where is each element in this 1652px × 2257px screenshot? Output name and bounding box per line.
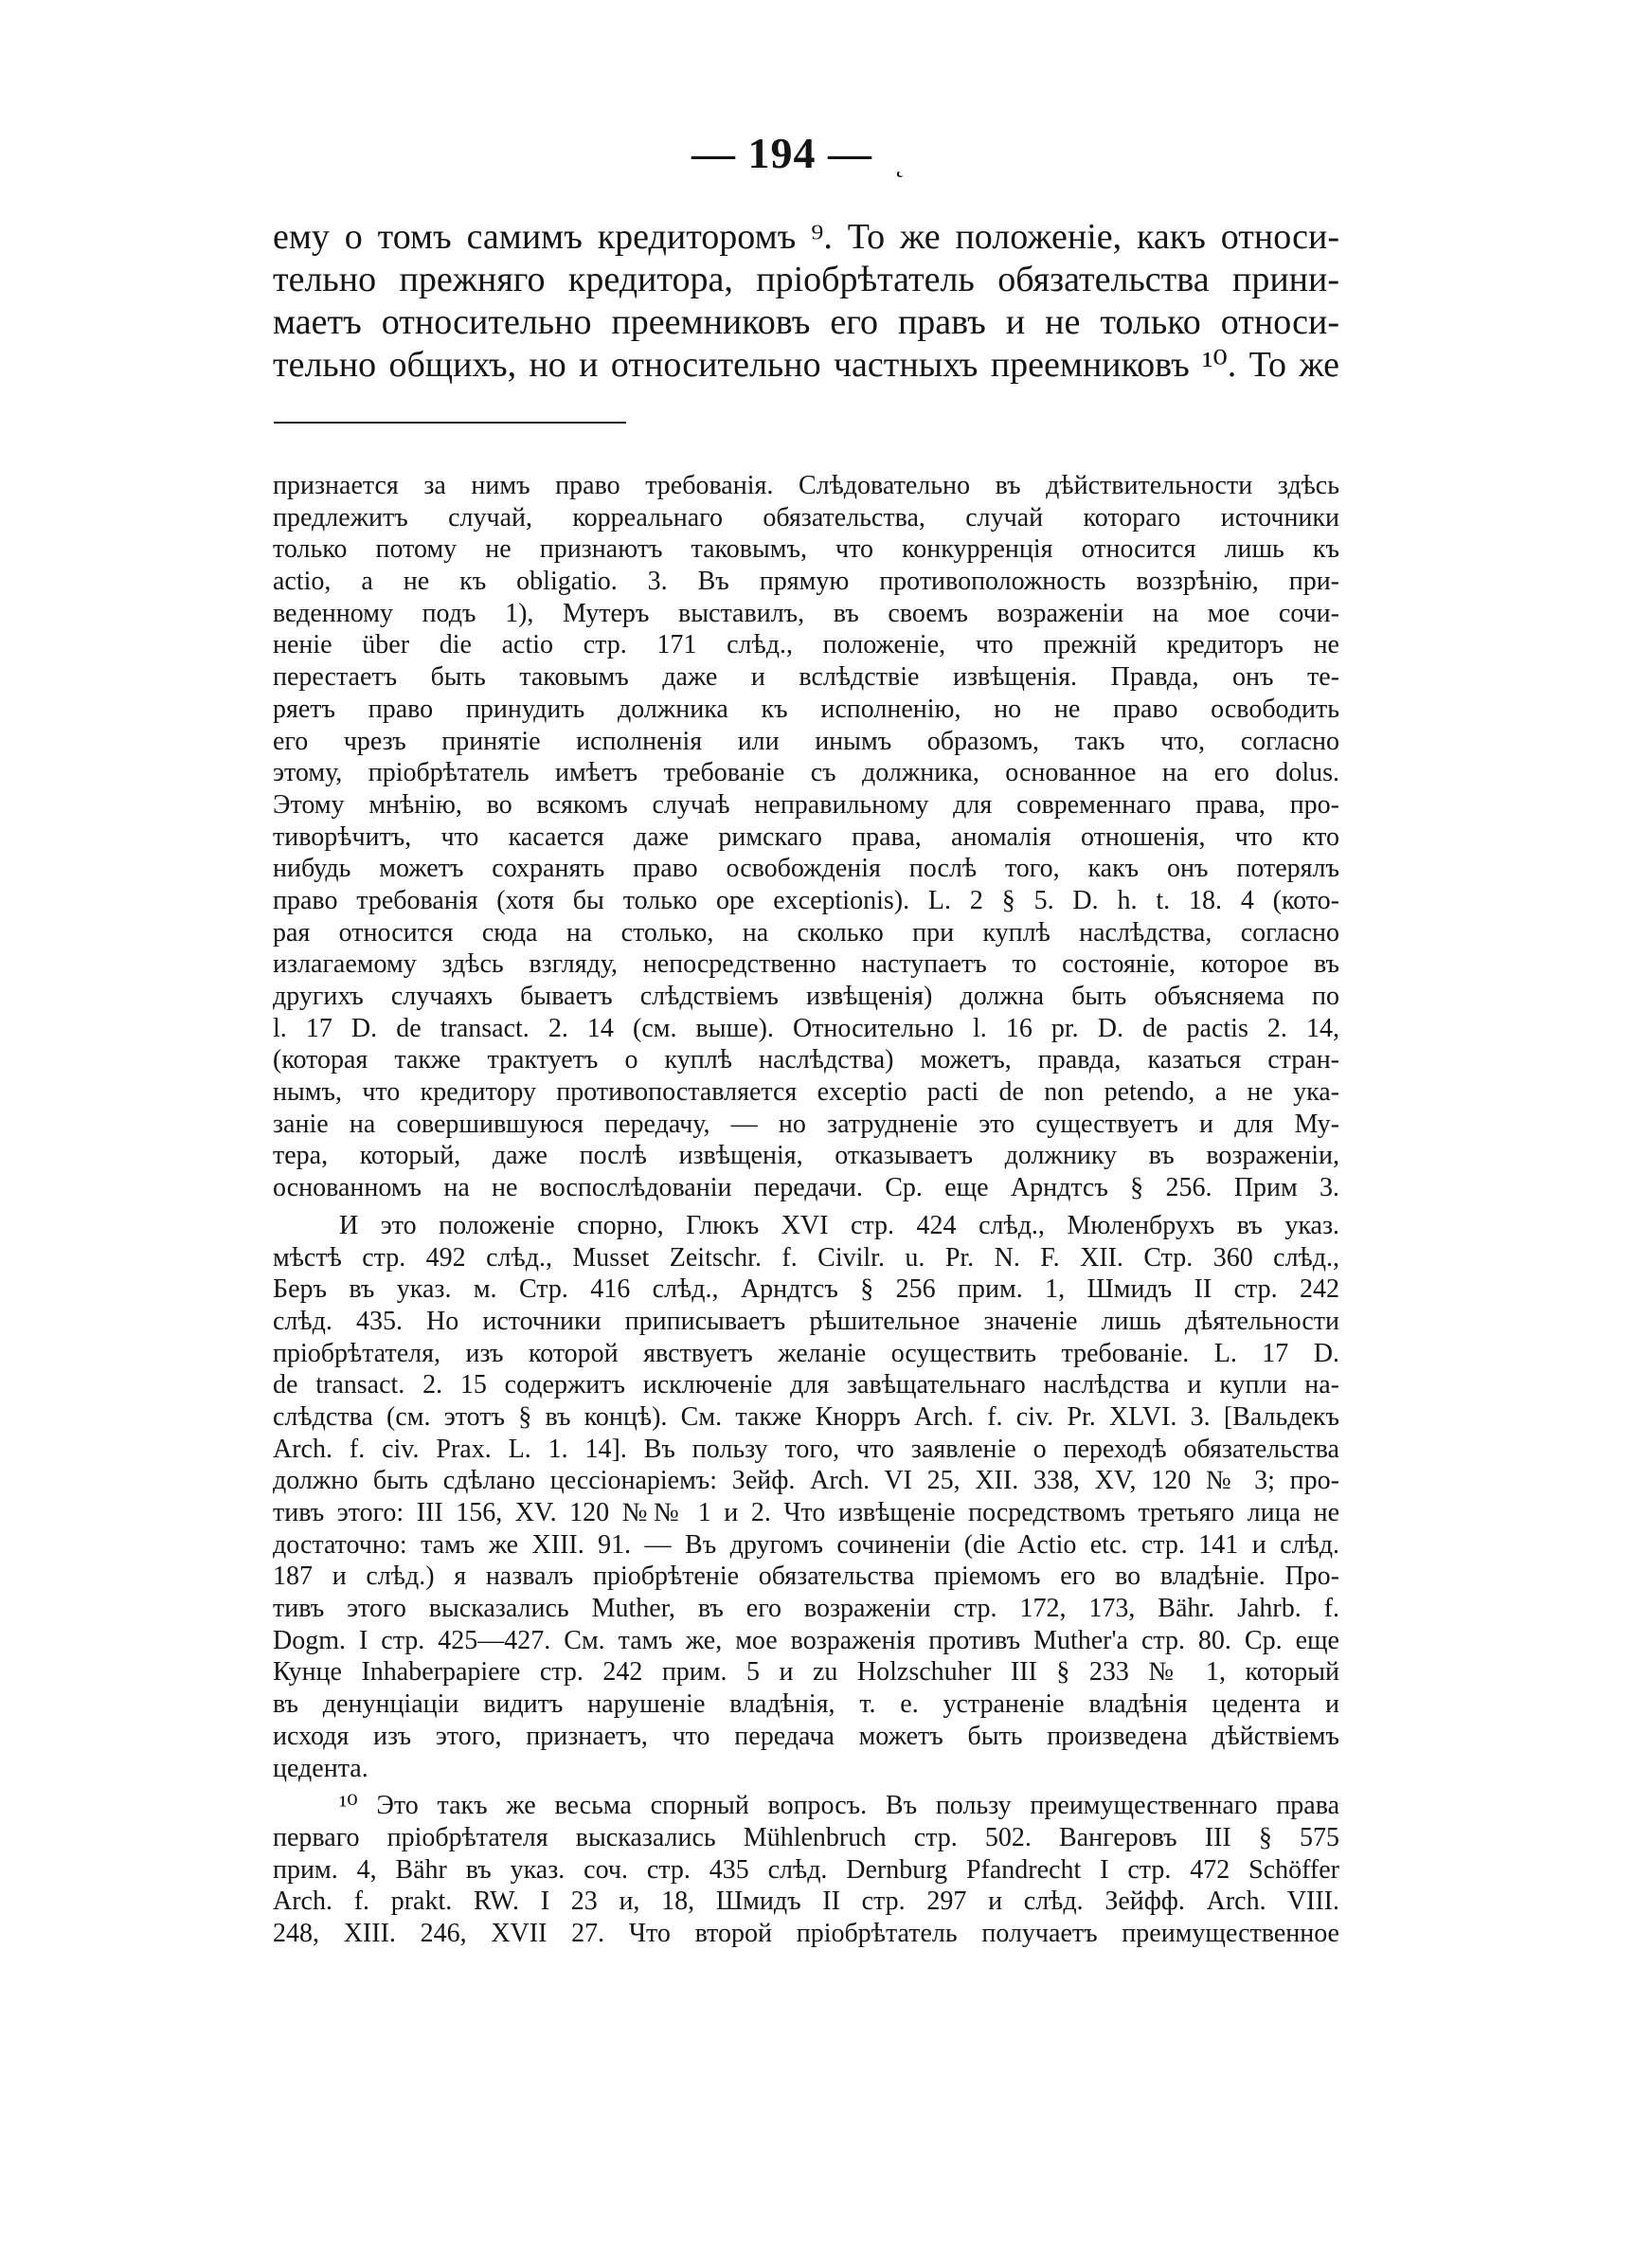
stray-print-mark: ˛: [895, 147, 906, 178]
footnote-line: рая относится сюда на столько, на сколько при куплѣ наслѣдства, согласно: [273, 917, 1339, 948]
footnote-line: право требованія (хотя бы только ope exceptionis). L. 2 § 5. D. h. t. 18. 4 (кото-: [273, 885, 1339, 915]
footnote-line: нибудь можетъ сохранять право освобожденія послѣ того, какъ онъ потерялъ: [273, 854, 1339, 884]
footnote-line: 187 и слѣд.) я назвалъ пріобрѣтеніе обязательства пріемомъ его во владѣніе. Про-: [273, 1562, 1339, 1592]
footnote-line: ряетъ право принудить должника къ исполненію, но не право освободить: [273, 694, 1339, 724]
footnote-line: только потому не признаютъ таковымъ, что конкурренція относится лишь къ: [273, 534, 1339, 565]
footnote-line: достаточно: тамъ же XIII. 91. — Въ другомъ сочиненіи (die Actio etc. стр. 141 и слѣд.: [273, 1529, 1339, 1560]
footnote-line: Беръ въ указ. м. Стр. 416 слѣд., Арндтсъ § 256 прим. 1, Шмидъ II стр. 242: [273, 1274, 1339, 1305]
footnote-line: слѣдства (см. этотъ § въ концѣ). См. также Кнорръ Arch. f. civ. Pr. XLVI. 3. [Вальдекъ: [273, 1401, 1339, 1432]
footnote-line: слѣд. 435. Но источники приписываетъ рѣшительное значеніе лишь дѣятельности: [273, 1306, 1339, 1336]
footnote-line: тиворѣчитъ, что касается даже римскаго права, аномалія отношенія, что кто: [273, 822, 1339, 852]
footnote-line: Arch. f. civ. Prax. L. 1. 14]. Въ пользу того, что заявленіе о переходѣ обязательства: [273, 1434, 1339, 1464]
page-number: [691, 129, 976, 188]
footnote-line: признается за нимъ право требованія. Слѣдовательно въ дѣйствительности здѣсь: [273, 471, 1339, 500]
footnote-line: другихъ случаяхъ бываетъ слѣдствіемъ извѣщенія) должна быть объясняема по: [273, 982, 1339, 1011]
footnote-line: пріобрѣтателя, изъ которой явствуетъ желаніе осуществить требованіе. L. 17 D.: [273, 1338, 1339, 1368]
footnote-line: его чрезъ принятіе исполненія или инымъ образомъ, такъ что, согласно: [273, 726, 1339, 756]
main-text-line: тельно прежняго кредитора, пріобрѣтатель обязательства прини-: [273, 260, 1339, 299]
footnote-line: перестаетъ быть таковымъ даже и вслѣдствіе извѣщенія. Правда, онъ те-: [273, 662, 1339, 693]
footnote-10-line: прим. 4, Bähr въ указ. соч. стр. 435 слѣд. Dernburg Pfandrecht I стр. 472 Schöffer: [273, 1854, 1339, 1885]
footnote-line: этому, пріобрѣтатель имѣетъ требованіе съ должника, основанное на его dolus.: [273, 758, 1339, 788]
footnote-line: веденному подъ 1), Мутеръ выставилъ, въ своемъ возраженіи на мое сочи-: [273, 598, 1339, 628]
footnote-line: de transact. 2. 15 содержитъ исключеніе для завѣщательнаго наслѣдства и купли на-: [273, 1370, 1339, 1400]
footnote-line: въ денунціаціи видитъ нарушеніе владѣнія, т. е. устраненіе владѣнія цедента и: [273, 1689, 1339, 1720]
footnote-line: Этому мнѣнію, во всякомъ случаѣ неправильному для современнаго права, про-: [273, 789, 1339, 820]
main-text-line: тельно общихъ, но и относительно частныхъ преемниковъ ¹⁰. То же: [273, 345, 1339, 385]
footnote-line: Dogm. I стр. 425—427. См. тамъ же, мое возраженія противъ Muther'а стр. 80. Ср. еще: [273, 1625, 1339, 1655]
main-text-line: маетъ относительно преемниковъ его правъ и не только относи-: [273, 302, 1339, 342]
main-text-line: ему о томъ самимъ кредиторомъ ⁹. То же положеніе, какъ относи-: [273, 217, 1339, 257]
footnote-line: мѣстѣ стр. 492 слѣд., Musset Zeitschr. f. Civilr. u. Pr. N. F. XII. Стр. 360 слѣд.,: [273, 1242, 1339, 1273]
footnote-10-line: 248, XIII. 246, XVII 27. Что второй пріобрѣтатель получаетъ преимущественное: [273, 1918, 1339, 1948]
footnote-10-line: ¹⁰ Это такъ же весьма спорный вопросъ. Въ пользу преимущественнаго права: [339, 1791, 1339, 1821]
footnote-line: исходя изъ этого, признаетъ, что передача можетъ быть произведена дѣйствіемъ: [273, 1721, 1339, 1751]
footnote-line: заніе на совершившуюся передачу, — но затрудненіе это существуетъ и для Му-: [273, 1109, 1339, 1139]
footnote-10-line: Arch. f. prakt. RW. I 23 и, 18, Шмидъ II стр. 297 и слѣд. Зейфф. Arch. VIII.: [273, 1887, 1339, 1917]
footnote-line: actio, а не къ obligatio. 3. Въ прямую противоположность воззрѣнію, при-: [273, 567, 1339, 597]
footnote-line: (которая также трактуетъ о куплѣ наслѣдства) можетъ, правда, казаться стран-: [273, 1045, 1339, 1075]
footnote-line: нымъ, что кредитору противопоставляется exceptio pacti de non petendo, а не ука-: [273, 1077, 1339, 1108]
footnote-separator-rule: [274, 422, 626, 424]
footnotes-block: [273, 470, 1339, 1950]
footnote-line: цедента.: [273, 1753, 368, 1783]
footnote-line: Кунце Inhaberpapiere стр. 242 прим. 5 и zu Holzschuher III § 233 № 1, который: [273, 1657, 1339, 1688]
footnote-line: тивъ этого: III 156, XV. 120 №№ 1 и 2. Что извѣщеніе посредствомъ третьяго лица не: [273, 1498, 1339, 1527]
footnote-line: основанномъ на не воспослѣдованіи передачи. Ср. еще Арндтсъ § 256. Прим 3.: [273, 1173, 1339, 1203]
footnote-line: И это положеніе спорно, Глюкъ XVI стр. 424 слѣд., Мюленбрухъ въ указ.: [339, 1210, 1339, 1240]
main-text-block: [273, 216, 1339, 387]
page-number-text: — 194 —: [691, 129, 872, 177]
footnote-line: излагаемому здѣсь взгляду, непосредственно наступаетъ то состояніе, которое въ: [273, 949, 1339, 980]
footnote-10-line: перваго пріобрѣтателя высказались Mühlenbruch стр. 502. Вангеровъ III § 575: [273, 1822, 1339, 1852]
footnote-line: должно быть сдѣлано цессіонаріемъ: Зейф. Arch. VI 25, XII. 338, XV, 120 № 3; про-: [273, 1466, 1339, 1496]
footnote-line: неніе über die actio стр. 171 слѣд., положеніе, что прежній кредиторъ не: [273, 630, 1339, 660]
footnote-line: l. 17 D. de transact. 2. 14 (см. выше). Относительно l. 16 pr. D. de pactis 2. 14,: [273, 1013, 1339, 1043]
footnote-line: тивъ этого высказались Muther, въ его возраженіи стр. 172, 173, Bähr. Jahrb. f.: [273, 1594, 1339, 1624]
footnote-line: предлежитъ случай, корреальнаго обязательства, случай котораго источники: [273, 502, 1339, 533]
footnote-line: тера, который, даже послѣ извѣщенія, отказываетъ должнику въ возраженіи,: [273, 1141, 1339, 1171]
